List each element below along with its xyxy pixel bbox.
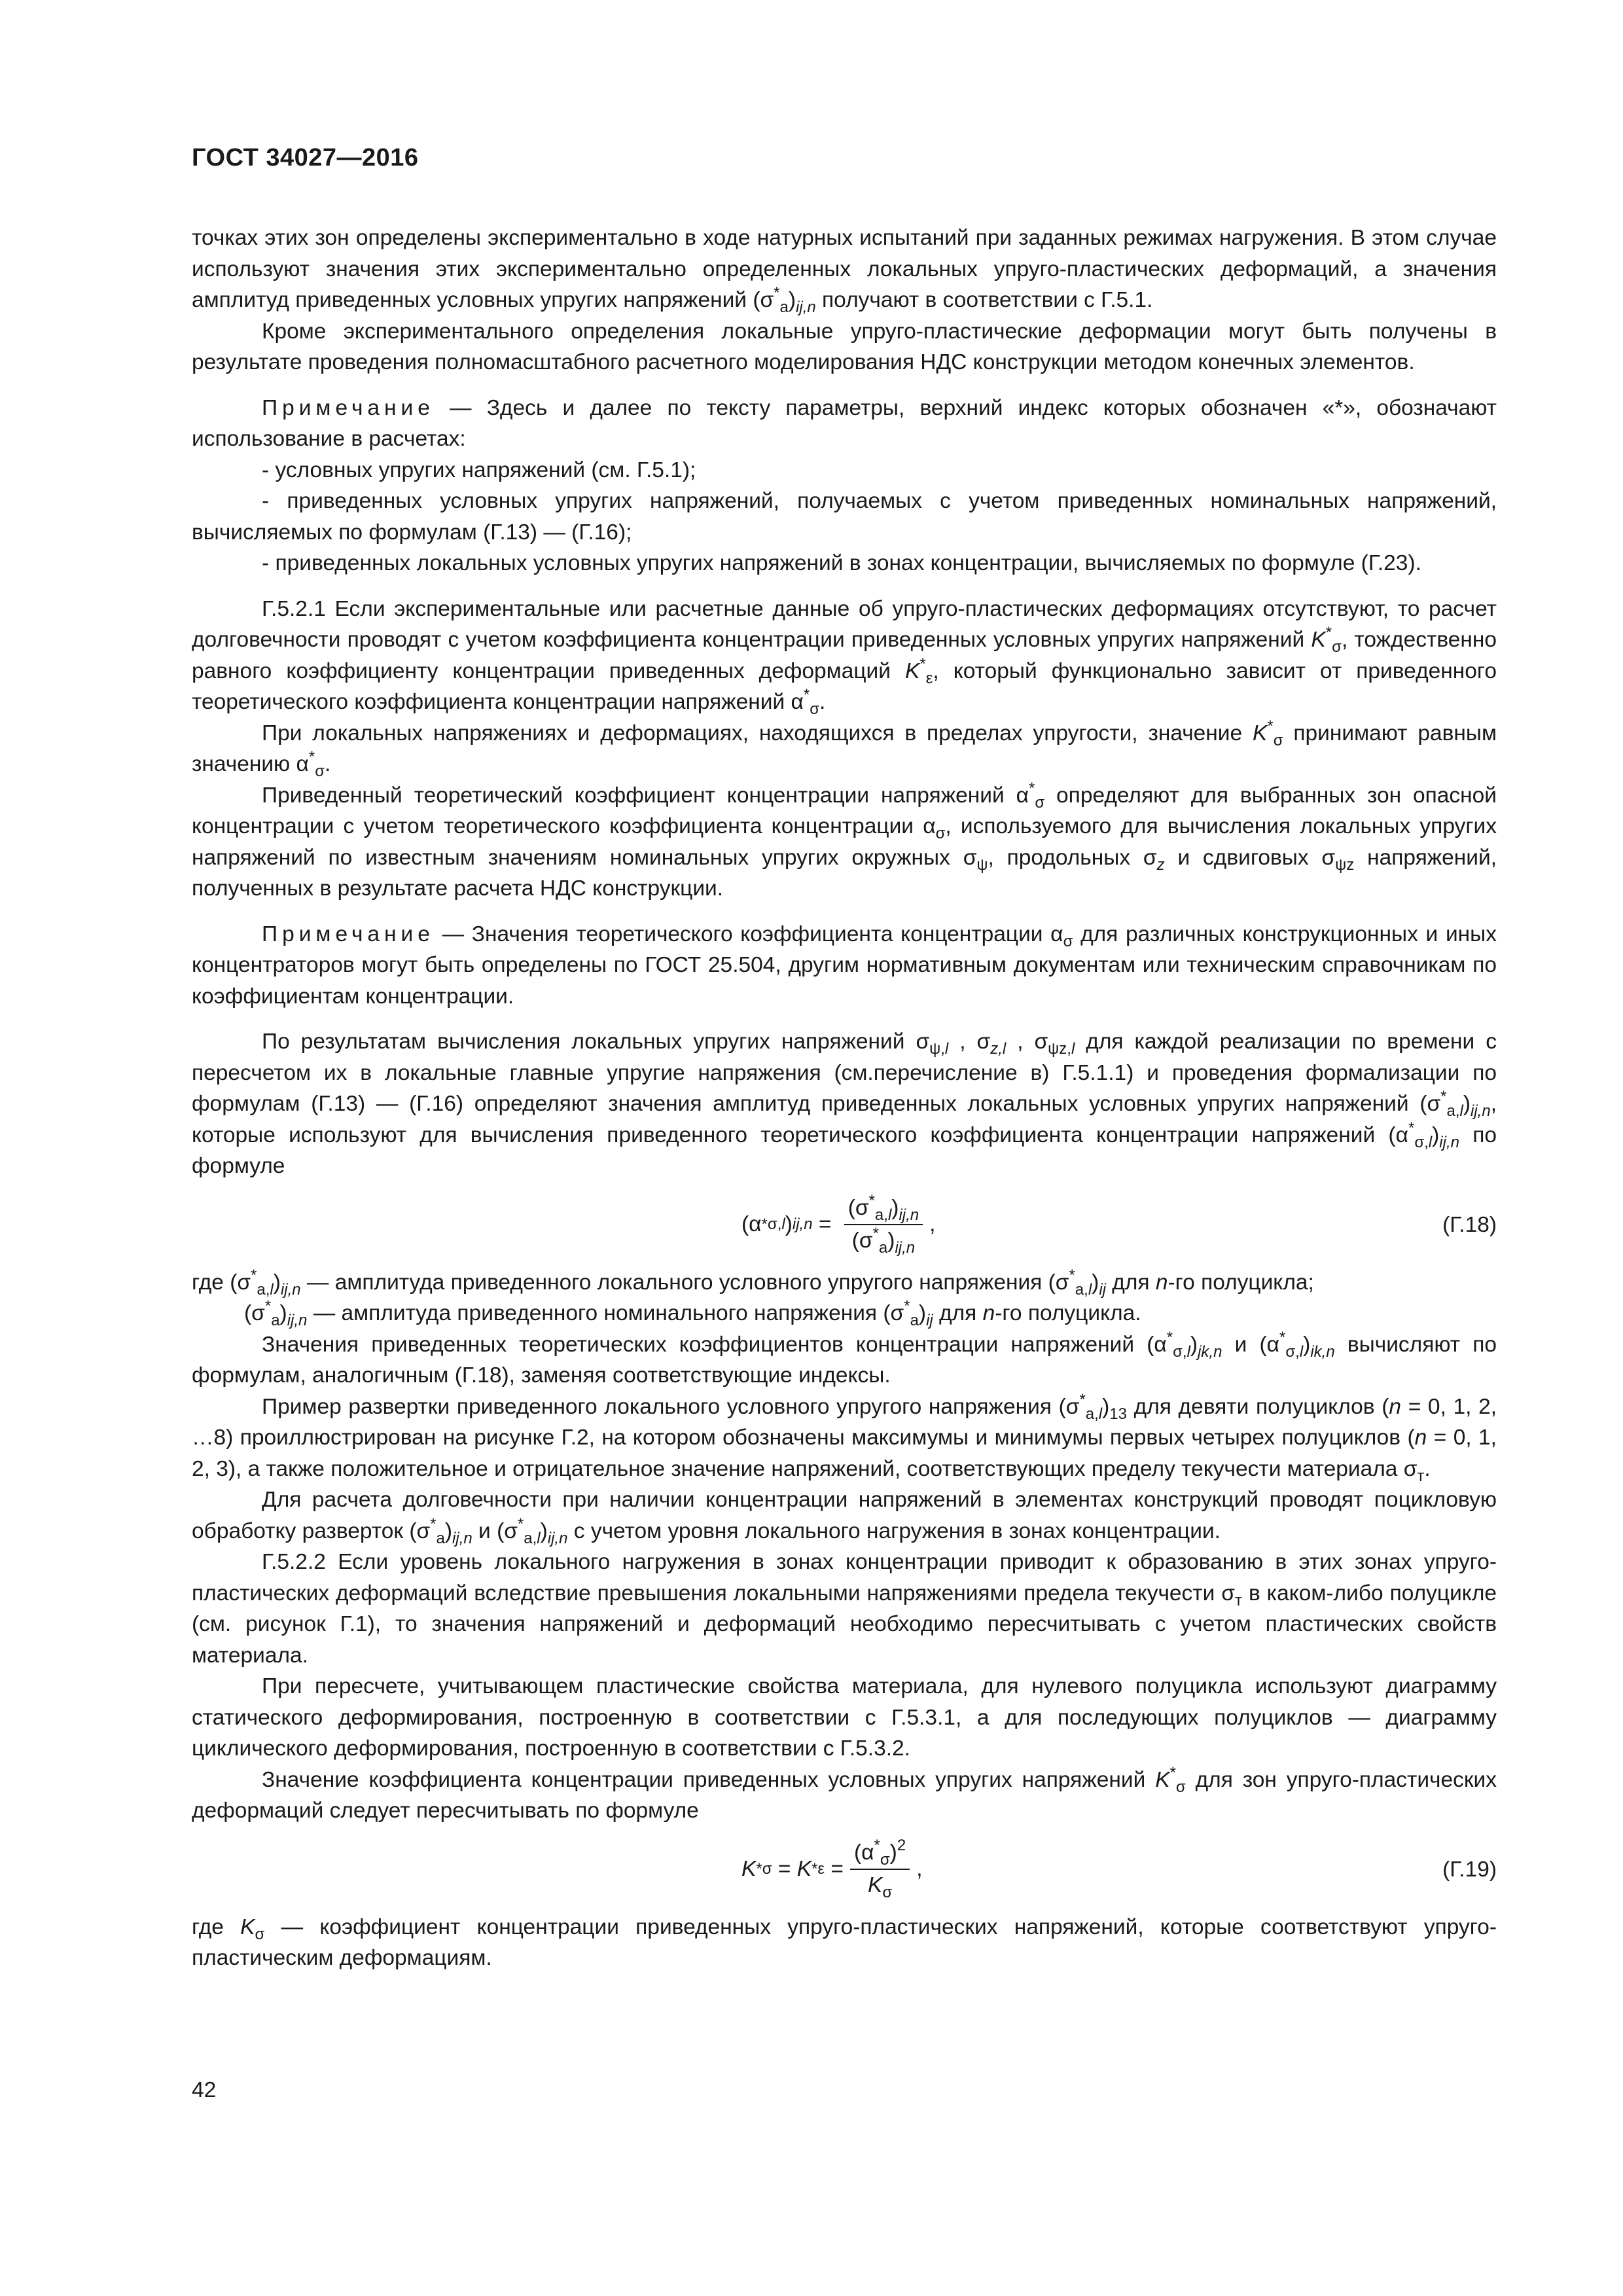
paragraph: Г.5.2.2 Если уровень локального нагружения в зонах концентрации приводит к образованию в этих зонах упруго-пластических деформаций вследствие превышения локальными напряжениями предела текучести $\sigma_т$ в каком-либо полуцикле (см. рисунок Г.1), то значения напряжений и деформаций необходимо пересчитывать с учетом пластических свойств материала. bbox=[192, 1550, 1497, 1668]
paragraph: При локальных напряжениях и деформациях, находящихся в пределах упругости, значение $K^*_\sigma$ принимают равным значению $\alpha^*_\sigma$. bbox=[192, 717, 1497, 780]
formula-expression: K * σ = K * ε = $\frac{(\alpha^*_\sigma)^2}{K_\sigma}$ , bbox=[741, 1836, 923, 1901]
document-body bbox=[192, 223, 1497, 1974]
paragraph: Приведенный теоретический коэффициент концентрации напряжений $\alpha^*_\sigma$ определяют для выбранных зон опасной концентрации с учетом теоретического коэффициента концентрации $\alpha_\sigma$, используемого для вычисления локальных упругих напряжений по известным значениям номинальных упругих окружных $\sigma_\psi$, продольных $\sigma_z$ и сдвиговых $\sigma_{\psi z}$ напряжений, полученных в результате расчета НДС конструкции. bbox=[192, 779, 1497, 901]
where-line: где $K_\sigma$ — коэффициент концентрации приведенных упруго-пластических напряжений, которые соответствуют упруго-пластическим деформациям. bbox=[192, 1914, 1497, 1970]
paragraph: Значение коэффициента концентрации приведенных условных упругих напряжений $K^*_\sigma$ для зон упруго-пластических деформаций следует пересчитывать по формуле bbox=[192, 1763, 1497, 1823]
formula-g18 bbox=[192, 1189, 1497, 1261]
formula-number: (Г.19) bbox=[1442, 1857, 1497, 1882]
formula-g19 bbox=[192, 1833, 1497, 1905]
formula-expression: (α * σ,l ) ij,n = $\frac{(\sigma^*_{a,l})_{ij,n}}{(\sigma^*_a)_{ij,n}}$ , bbox=[741, 1191, 936, 1257]
paragraph: Значения приведенных теоретических коэффициентов концентрации напряжений $(\alpha^*_{\sigma,l})_{jk,n}$ и $(\alpha^*_{\sigma,l})_{ik,n}$ вычисляют по формулам, аналогичным (Г.18), заменяя соответствующие индексы. bbox=[192, 1328, 1497, 1388]
list-item: - приведенных локальных условных упругих напряжений в зонах концентрации, вычисляемых по формуле (Г.23). bbox=[262, 551, 1421, 575]
where-line: $(\sigma^*_a)_{ij,n}$ — амплитуда приведенного номинального напряжения $(\sigma^*_a)_{ij}$ для n-го полуцикла. bbox=[244, 1297, 1141, 1329]
paragraph: Кроме экспериментального определения локальные упруго-пластические деформации могут быть получены в результате проведения полномасштабного расчетного моделирования НДС конструкции методом конечных элементов. bbox=[192, 319, 1497, 374]
note: Примечание — Значения теоретического коэффициента концентрации $\alpha_\sigma$ для различных конструкционных и иных концентраторов могут быть определены по ГОСТ 25.504, другим нормативным документам или техническим справочникам по коэффициентам концентрации. bbox=[192, 922, 1497, 1009]
paragraph: Для расчета долговечности при наличии концентрации напряжений в элементах конструкций проводят поцикловую обработку разверток $(\sigma^*_a)_{ij,n}$ и $(\sigma^*_{a,l})_{ij,n}$ с учетом уровня локального нагружения в зонах концентрации. bbox=[192, 1488, 1497, 1547]
where-line: где $(\sigma^*_{a,l})_{ij,n}$ — амплитуда приведенного локального условного упругого напряжения $(\sigma^*_{a,l})_{ij}$ для n-го полуцикла; bbox=[192, 1266, 1314, 1299]
document-code-header: ГОСТ 34027—2016 bbox=[192, 144, 419, 171]
formula-number: (Г.18) bbox=[1442, 1212, 1497, 1237]
page-number: 42 bbox=[192, 2078, 217, 2102]
paragraph: точках этих зон определены экспериментально в ходе натурных испытаний при заданных режимах нагружения. В этом случае используют значения этих экспериментально определенных локальных упруго-пластических деформаций, а значения амплитуд приведенных условных упругих напряжений $(\sigma^*_a)_{ij,n}$ получают в соответствии с Г.5.1. bbox=[192, 226, 1497, 316]
paragraph: По результатам вычисления локальных упругих напряжений $\sigma_{\psi,l}$ , $\sigma_{z,l}$ , $\sigma_{\psi z,l}$ для каждой реализации по времени с пересчетом их в локальные главные упругие напряжения (см.перечисление в) Г.5.1.1) и проведения формализации по формулам (Г.13) — (Г.16) определяют значения амплитуд приведенных локальных условных упругих напряжений $(\sigma^*_{a,l})_{ij,n}$, которые используют для вычисления приведенного теоретического коэффициента концентрации напряжений $(\alpha^*_{\sigma,l})_{ij,n}$ по формуле bbox=[192, 1030, 1497, 1178]
paragraph: Г.5.2.1 Если экспериментальные или расчетные данные об упруго-пластических деформациях отсутствуют, то расчет долговечности проводят с учетом коэффициента концентрации приведенных условных упругих напряжений $K^*_\sigma$, тождественно равного коэффициенту концентрации приведенных деформаций $K^*_\varepsilon$, который функционально зависит от приведенного теоретического коэффициента концентрации напряжений $\alpha^*_\sigma$. bbox=[192, 596, 1497, 718]
note: Примечание — Здесь и далее по тексту параметры, верхний индекс которых обозначен «*», обозначают использование в расчетах: bbox=[192, 395, 1497, 451]
paragraph: При пересчете, учитывающем пластические свойства материала, для нулевого полуцикла используют диаграмму статического деформирования, построенную в соответствии с Г.5.3.1, а для последующих полуциклов — диаграмму циклического деформирования, построенную в соответствии с Г.5.3.2. bbox=[192, 1674, 1497, 1761]
paragraph: Пример развертки приведенного локального условного упругого напряжения $(\sigma^*_{a,l})_{13}$ для девяти полуциклов (n = 0, 1, 2, …8) проиллюстрирован на рисунке Г.2, на котором обозначены максимумы и минимумы первых четырех полуциклов (n = 0, 1, 2, 3), а также положительное и отрицательное значение напряжений, соответствующих пределу текучести материала $\sigma_т$. bbox=[192, 1390, 1497, 1485]
fraction: $\frac{(\sigma^*_{a,l})_{ij,n}}{(\sigma^*_a)_{ij,n}}$ bbox=[844, 1195, 923, 1254]
list-item: - условных упругих напряжений (см. Г.5.1); bbox=[262, 457, 696, 482]
fraction: $\frac{(\alpha^*_\sigma)^2}{K_\sigma}$ bbox=[850, 1840, 910, 1899]
list-item: - приведенных условных упругих напряжений, получаемых с учетом приведенных номинальных напряжений, вычисляемых по формулам (Г.13) — (Г.16); bbox=[192, 489, 1497, 545]
